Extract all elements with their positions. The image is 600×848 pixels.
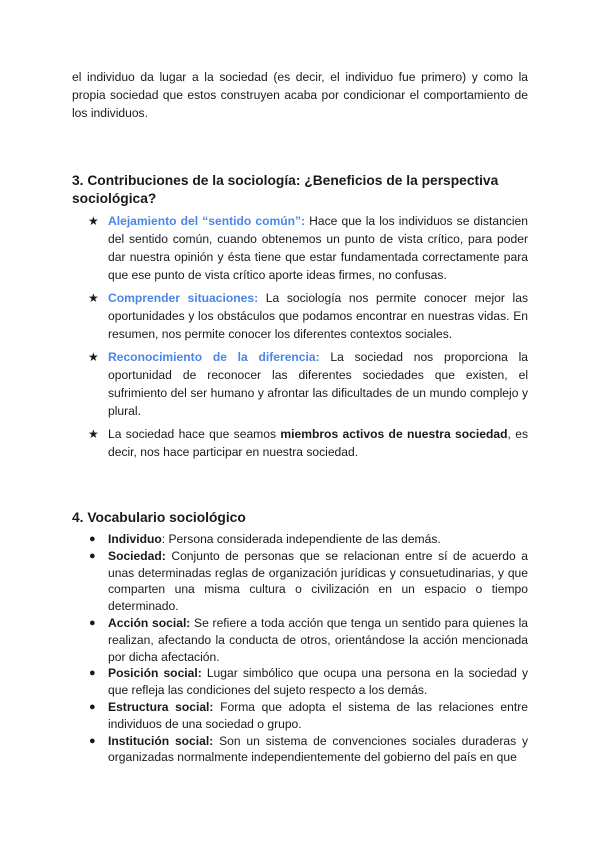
bullet-icon: ● (89, 700, 96, 713)
star-icon: ★ (88, 350, 99, 364)
list-item (72, 733, 528, 767)
term-description: La sociedad nos proporciona la oportunidad de reconocer las diferentes sociedades que existen, el sufrimiento del ser humano y afrontar las dificultades de un mundo complejo y plural. (108, 350, 528, 418)
bullet-icon: ● (89, 667, 96, 680)
term-description: Son un sistema de convenciones sociales duraderas y organizadas normalmente independientemente del gobierno del país en que (108, 733, 528, 765)
list-item (72, 615, 528, 665)
term-description: La sociología nos permite conocer mejor las oportunidades y los obstáculos que podamos encontrar en nuestras vidas. En resumen, nos permite conocer los diferentes contextos sociales. (108, 291, 529, 341)
term-label: Comprender situaciones: (108, 291, 259, 305)
bullet-icon: ● (89, 549, 96, 562)
list-item (72, 289, 528, 343)
star-icon: ★ (88, 427, 99, 441)
list-item (72, 665, 528, 699)
item-text-bold: miembros activos de nuestra sociedad (280, 427, 508, 441)
term-description: Se refiere a toda acción que tenga un sentido para quienes la realizan, afectando la conducta de otros, orientándose la acción mencionada por dicha afectación. (108, 615, 528, 664)
list-item (72, 531, 528, 548)
item-text-before: La sociedad hace que seamos (108, 427, 281, 441)
item-text-after: , es decir, nos hace participar en nuestra sociedad. (108, 427, 528, 459)
list-item (72, 699, 528, 733)
star-icon: ★ (88, 291, 99, 305)
list-item (72, 548, 528, 615)
term-label: Estructura social: (108, 699, 214, 714)
list-item (72, 348, 528, 420)
term-description: : Persona considerada independiente de las demás. (161, 532, 441, 546)
section-4-heading: 4. Vocabulario sociológico (72, 510, 246, 525)
term-label: Alejamiento del “sentido común”: (108, 214, 306, 228)
bullet-icon: ● (89, 616, 96, 629)
term-description: Forma que adopta el sistema de las relaciones entre individuos de una sociedad o grupo. (108, 699, 529, 731)
term-label: Posición social: (108, 666, 202, 681)
star-icon: ★ (88, 214, 99, 228)
list-item (72, 425, 528, 461)
section-3-list (72, 212, 528, 461)
term-description: Conjunto de personas que se relacionan entre sí de acuerdo a unas determinadas reglas de organización jurídicas y consuetudinarias, y que comparten una misma cultura o civilización en un espacio o tiempo determinado. (108, 548, 528, 614)
list-item (72, 212, 528, 284)
section-4-list (72, 531, 528, 766)
term-label: Individuo (108, 532, 162, 546)
intro-paragraph: el individuo da lugar a la sociedad (es decir, el individuo fue primero) y como la propia sociedad que estos construyen acaba por condicionar el comportamiento de los individuos. (72, 70, 528, 120)
section-3-heading: 3. Contribuciones de la sociología: ¿Beneficios de la perspectiva sociológica? (72, 173, 499, 206)
term-description: Lugar simbólico que ocupa una persona en la sociedad y que refleja las condiciones del sujeto respecto a los demás. (108, 666, 528, 698)
term-description: Hace que la los individuos se distancien del sentido común, cuando obtenemos un punto de vista crítico, para poder dar nuestra opinión y ésta tiene que estar fundamentada correctamente para que ese punto de vista crítico aporte ideas firmes, no confusas. (108, 214, 528, 282)
term-label: Institución social: (108, 733, 214, 748)
term-label: Acción social: (108, 615, 191, 630)
bullet-icon: ● (89, 734, 96, 747)
term-label: Reconocimiento de la diferencia: (108, 350, 320, 364)
term-label: Sociedad: (108, 548, 166, 563)
bullet-icon: ● (89, 533, 96, 545)
